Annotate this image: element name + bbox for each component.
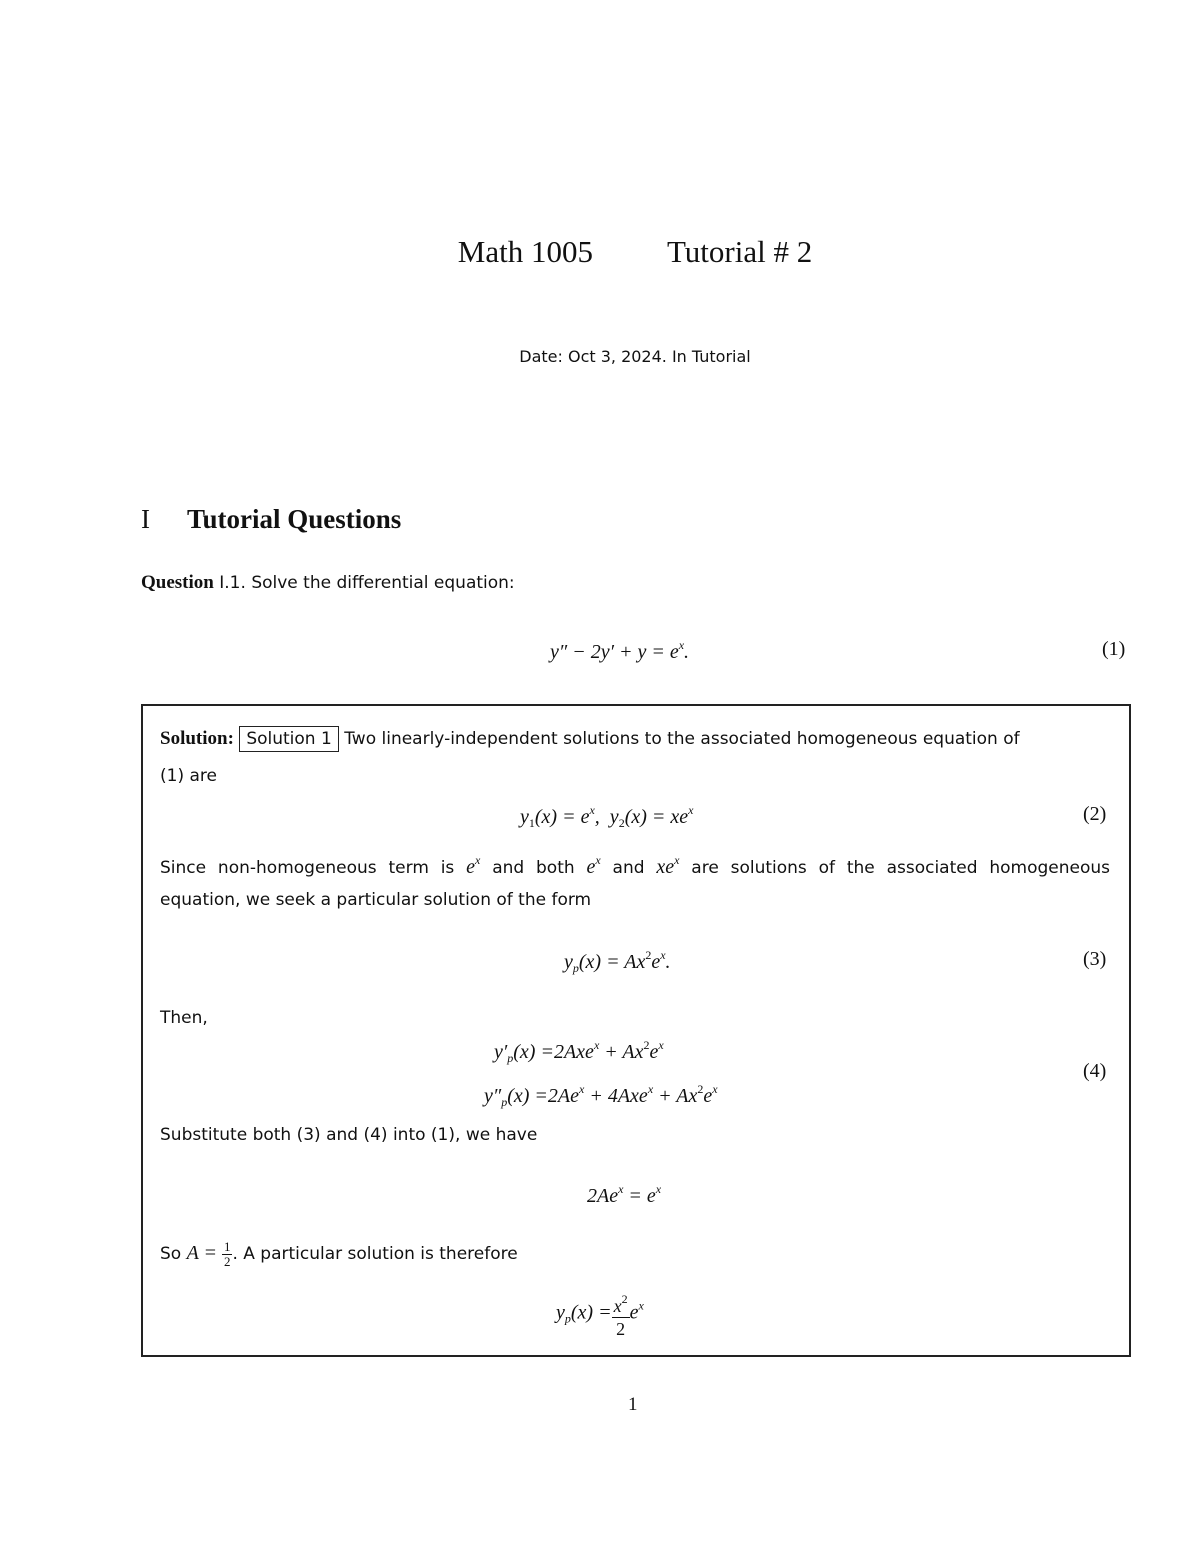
solution-first-line bbox=[160, 726, 1110, 752]
equation-4-line-1: $y'_p(x) =2Axe^x + Ax^2e^x$ bbox=[494, 1038, 664, 1065]
solution-so-line: So A = $\frac{1}{2}$ . A particular solution is therefore bbox=[160, 1238, 518, 1269]
equation-4-line-2: $y''_p(x) =2Ae^x + 4Axe^x + Ax^2e^x$ bbox=[484, 1082, 718, 1109]
question-number: I.1. bbox=[219, 573, 246, 593]
section-title: Tutorial Questions bbox=[187, 504, 402, 534]
solution-then: Then, bbox=[160, 1008, 208, 1028]
section-heading bbox=[141, 504, 401, 535]
solution-label: Solution: bbox=[160, 728, 234, 749]
equation-3-number: (3) bbox=[1083, 948, 1107, 970]
document-title bbox=[0, 234, 1200, 270]
solution-so-prefix: So bbox=[160, 1244, 182, 1264]
equation-coefficient: $2Ae^x = e^x$ bbox=[587, 1182, 662, 1207]
equation-3: $y_p(x) = Ax^2e^x$. bbox=[564, 948, 671, 975]
course-name: Math 1005 bbox=[457, 234, 593, 269]
tutorial-number: Tutorial # 2 bbox=[666, 234, 813, 269]
page-number: 1 bbox=[628, 1394, 638, 1415]
question-label: Question bbox=[141, 572, 214, 593]
solution-para1-line2: (1) are bbox=[160, 766, 217, 786]
solution-substitute: Substitute both (3) and (4) into (1), we have bbox=[160, 1125, 538, 1145]
equation-1-number: (1) bbox=[1102, 638, 1126, 660]
equation-4-number: (4) bbox=[1083, 1060, 1107, 1082]
section-number: I bbox=[141, 504, 150, 534]
question-line bbox=[141, 572, 515, 594]
equation-1: $y'' - 2y' + y = e^x$. bbox=[550, 638, 690, 663]
equation-2: $y_1(x) = e^x$, $y_2(x) = xe^x$ bbox=[520, 803, 694, 830]
solution-para2-line2: equation, we seek a particular solution of the form bbox=[160, 890, 592, 910]
question-text: Solve the differential equation: bbox=[251, 573, 515, 593]
solution-para2-line1: Since non-homogeneous term is $e^x$ and both $e^x$ and $xe^x$ are solutions of the associated homogeneous bbox=[160, 853, 1111, 878]
date-line: Date: Oct 3, 2024. In Tutorial bbox=[519, 347, 751, 366]
equation-2-number: (2) bbox=[1083, 803, 1107, 825]
equation-particular-solution: $y_p(x)$ = $\frac{x^2}{2}$ $e^x$ bbox=[556, 1288, 644, 1340]
solution-particular-suffix: . A particular solution is therefore bbox=[232, 1244, 518, 1264]
solution-para1-line1: Two linearly-independent solutions to the associated homogeneous equation of bbox=[344, 729, 1020, 749]
solution-badge: Solution 1 bbox=[239, 726, 338, 752]
